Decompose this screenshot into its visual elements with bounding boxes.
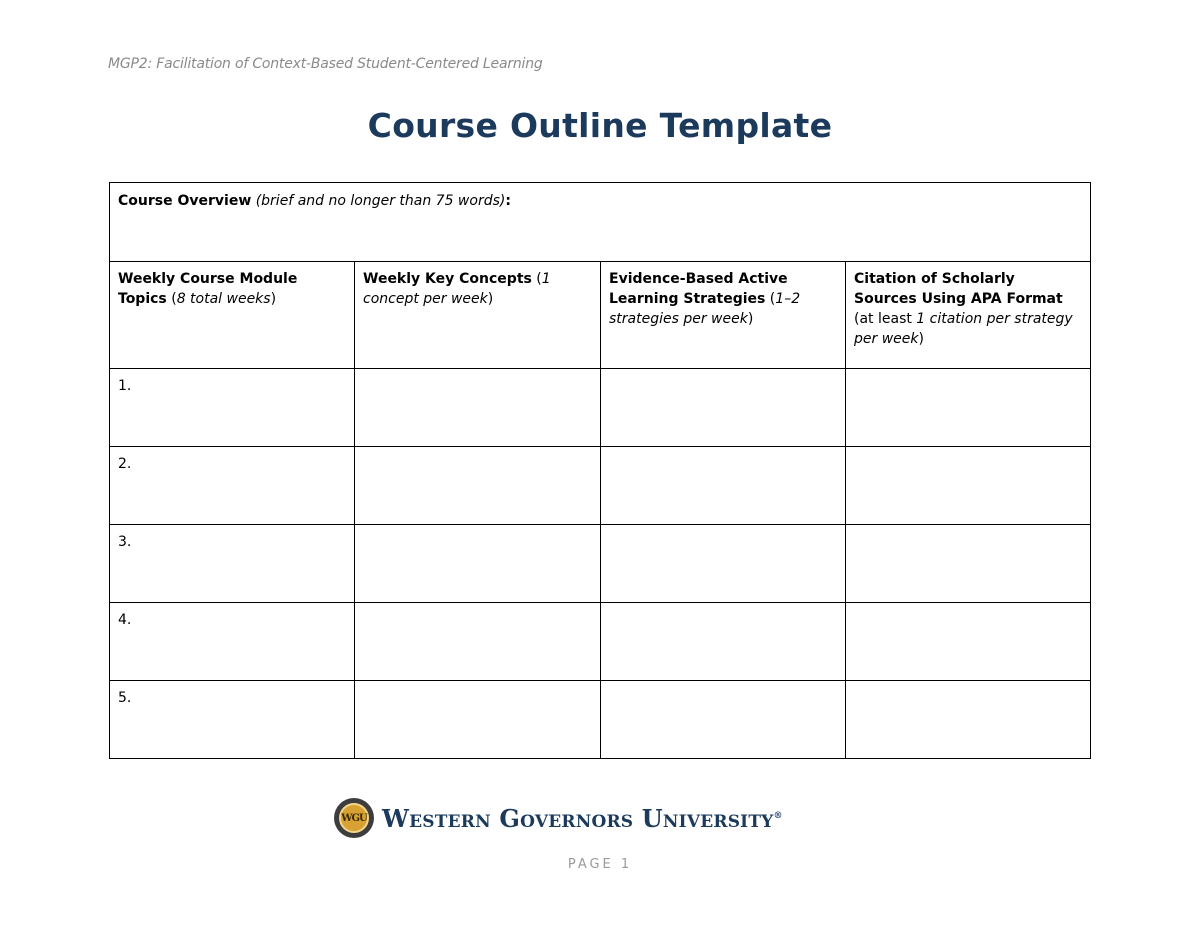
week-strategy-cell[interactable] bbox=[601, 603, 846, 681]
overview-label: Course Overview bbox=[118, 193, 252, 209]
overview-colon: : bbox=[505, 193, 511, 209]
column-header-strategies-title: Evidence-Based Active Learning Strategies bbox=[609, 271, 788, 307]
table-row bbox=[110, 603, 1091, 681]
week-concept-cell[interactable] bbox=[355, 369, 601, 447]
column-header-topics-open: ( bbox=[166, 291, 177, 307]
column-header-strategies-close: ) bbox=[747, 311, 754, 327]
column-header-strategies-open: ( bbox=[765, 291, 776, 307]
page-title: Course Outline Template bbox=[367, 106, 833, 145]
header-note: MGP2: Facilitation of Context-Based Student-Centered Learning bbox=[108, 56, 543, 72]
week-topic-cell[interactable] bbox=[110, 447, 355, 525]
column-header-concepts-title: Weekly Key Concepts bbox=[363, 271, 532, 287]
week-concept-cell[interactable] bbox=[355, 681, 601, 759]
week-concept-cell[interactable] bbox=[355, 525, 601, 603]
overview-cell[interactable] bbox=[110, 183, 1091, 262]
header-row bbox=[110, 262, 1091, 369]
week-topic-cell[interactable] bbox=[110, 525, 355, 603]
week-citation-cell[interactable] bbox=[846, 369, 1091, 447]
week-citation-cell[interactable] bbox=[846, 681, 1091, 759]
column-header-concepts-open: ( bbox=[531, 271, 542, 287]
column-header-concepts bbox=[355, 262, 601, 369]
table-row bbox=[110, 681, 1091, 759]
week-topic-cell[interactable] bbox=[110, 681, 355, 759]
column-header-topics-hint: 8 total weeks bbox=[176, 291, 271, 307]
week-citation-cell[interactable] bbox=[846, 447, 1091, 525]
column-header-concepts-close: ) bbox=[487, 291, 494, 307]
university-wordmark bbox=[382, 804, 783, 833]
week-citation-cell[interactable] bbox=[846, 525, 1091, 603]
column-header-citations-open: (at least bbox=[854, 311, 917, 327]
week-topic-cell[interactable] bbox=[110, 603, 355, 681]
column-header-strategies bbox=[601, 262, 846, 369]
university-seal-icon bbox=[334, 798, 374, 838]
university-logo bbox=[334, 797, 783, 839]
row-number: 3. bbox=[118, 534, 132, 550]
table-row bbox=[110, 447, 1091, 525]
university-wordmark-text: Western Governors University bbox=[382, 803, 774, 833]
column-header-citations-title: Citation of Scholarly Sources Using APA Format bbox=[854, 271, 1063, 307]
row-number: 1. bbox=[118, 378, 132, 394]
table-row bbox=[110, 369, 1091, 447]
week-topic-cell[interactable] bbox=[110, 369, 355, 447]
week-strategy-cell[interactable] bbox=[601, 447, 846, 525]
page-number: PAGE 1 bbox=[567, 857, 633, 872]
row-number: 2. bbox=[118, 456, 132, 472]
row-number: 5. bbox=[118, 690, 132, 706]
row-number: 4. bbox=[118, 612, 132, 628]
overview-row bbox=[110, 183, 1091, 262]
week-concept-cell[interactable] bbox=[355, 447, 601, 525]
column-header-citations-close: ) bbox=[918, 331, 924, 347]
column-header-citations bbox=[846, 262, 1091, 369]
week-strategy-cell[interactable] bbox=[601, 681, 846, 759]
week-strategy-cell[interactable] bbox=[601, 525, 846, 603]
column-header-citations-hint: 1 citation per strategy per week bbox=[854, 311, 1073, 347]
column-header-topics-title: Weekly Course Module Topics bbox=[118, 271, 298, 307]
column-header-concepts-hint: 1 concept per week bbox=[363, 271, 551, 307]
week-strategy-cell[interactable] bbox=[601, 369, 846, 447]
registered-mark: ® bbox=[773, 810, 783, 821]
column-header-topics bbox=[110, 262, 355, 369]
seal-text: WGU bbox=[339, 803, 369, 833]
week-concept-cell[interactable] bbox=[355, 603, 601, 681]
week-citation-cell[interactable] bbox=[846, 603, 1091, 681]
column-header-topics-close: ) bbox=[270, 291, 277, 307]
overview-hint: (brief and no longer than 75 words) bbox=[255, 193, 506, 209]
table-row bbox=[110, 525, 1091, 603]
course-outline-table bbox=[109, 182, 1091, 759]
column-header-strategies-hint: 1–2 strategies per week bbox=[609, 291, 801, 327]
